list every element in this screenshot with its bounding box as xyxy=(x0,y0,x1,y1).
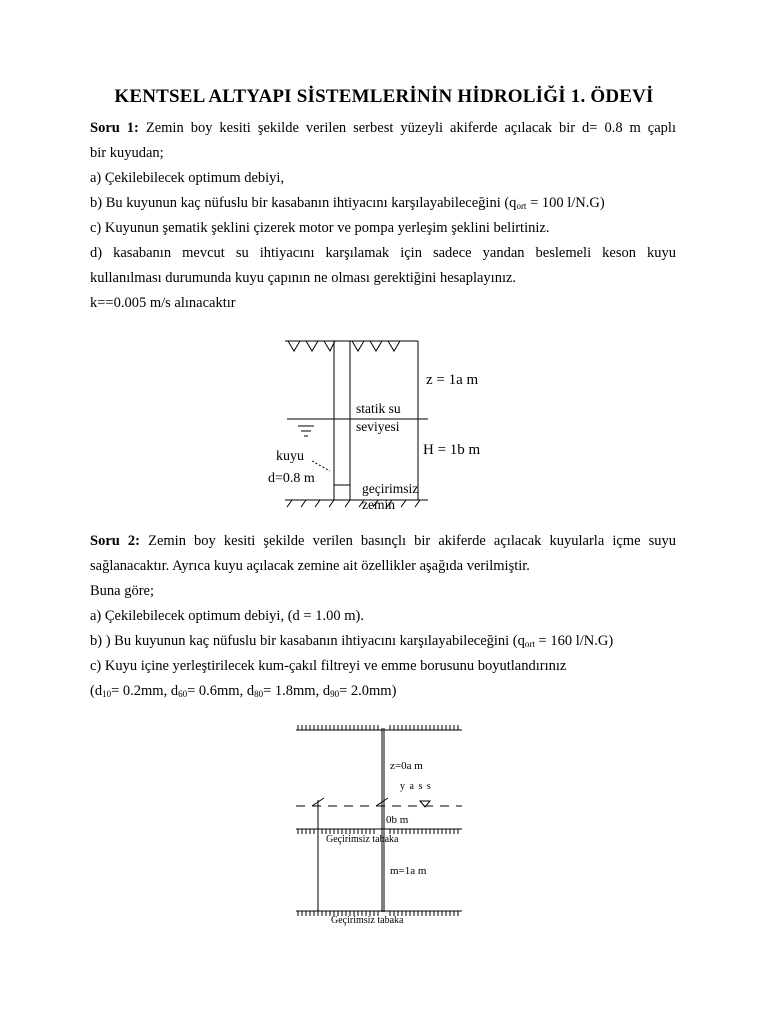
question-2-item-c: c) Kuyu içine yerleştirilecek kum-çakıl filtreyi ve emme borusunu boyutlandırınız xyxy=(90,658,567,674)
fig1-ground-label: zemin xyxy=(362,497,395,512)
question-1-intro-line-1 xyxy=(90,116,676,141)
fig1-diameter-label: d=0.8 m xyxy=(268,471,315,486)
question-2-item-a: a) Çekilebilecek optimum debiyi, (d = 1.00 m). xyxy=(90,608,364,624)
question-1-intro-text: Zemin boy kesiti şekilde verilen serbest yüzeyli akiferde açılacak bir d= 0.8 m çaplı xyxy=(145,120,676,136)
figure-1-unconfined-well xyxy=(0,330,768,530)
question-1-item-b-text: b) Bu kuyunun kaç nüfuslu bir kasabanın ihtiyacını karşılayabileceğini (q xyxy=(90,195,517,211)
q-ort-subscript: ort xyxy=(516,201,527,211)
fig1-well-label: kuyu xyxy=(276,449,304,464)
question-2-item-b xyxy=(90,629,676,654)
fig2-m-label: m=1a m xyxy=(390,865,427,877)
fig2-yass-label: y a s s xyxy=(400,781,432,792)
question-2-intro-line-2: sağlanacaktır. Ayrıca kuyu açılacak zemine ait özellikler aşağıda verilmiştir. xyxy=(90,558,530,574)
fig2-bottom-layer-label: Geçirimsiz tabaka xyxy=(331,915,404,926)
fig2-upper-layer-label: Geçirimsiz tabaka xyxy=(326,834,399,845)
grain-value-4: = 2.0mm) xyxy=(339,683,397,699)
question-1-item-c: c) Kuyunun şematik şeklini çizerek motor ve pompa yerleşim şeklini belirtiniz. xyxy=(90,220,550,236)
fig1-static-level-label-2: seviyesi xyxy=(356,419,400,434)
fig1-static-level-label-1: statik su xyxy=(356,401,401,416)
d90-subscript: 90 xyxy=(330,689,340,699)
fig1-impermeable-label: geçirimsiz xyxy=(362,481,419,496)
question-1-item-d-line-1: d) kasabanın mevcut su ihtiyacını karşılamak için sadece yandan beslemeli keson kuyu xyxy=(90,245,676,261)
question-1 xyxy=(90,116,676,316)
fig2-z-label: z=0a m xyxy=(390,760,423,772)
question-2-buna-gore: Buna göre; xyxy=(90,583,155,599)
d10-subscript: 10 xyxy=(102,689,112,699)
question-1-item-b xyxy=(90,191,676,216)
question-2-grain-sizes xyxy=(90,679,676,704)
question-1-k-value: k==0.005 m/s alınacaktır xyxy=(90,295,236,311)
document-title: KENTSEL ALTYAPI SİSTEMLERİNİN HİDROLİĞİ 1. ÖDEVİ xyxy=(114,86,654,107)
question-1-item-b-value: = 100 l/N.G) xyxy=(526,195,605,211)
d60-subscript: 60 xyxy=(178,689,188,699)
question-2-item-b-value: = 160 l/N.G) xyxy=(534,633,614,649)
grain-open: (d xyxy=(90,683,103,699)
question-1-label: Soru 1: xyxy=(90,120,139,136)
grain-value-2: = 0.6mm, d xyxy=(187,683,255,699)
question-1-item-d-line-2: kullanılması durumunda kuyu çapının ne olması gerektiğini hesaplayınız. xyxy=(90,270,517,286)
fig1-z-label: z = 1a m xyxy=(426,372,479,388)
question-1-item-a: a) Çekilebilecek optimum debiyi, xyxy=(90,170,285,186)
question-2 xyxy=(90,529,676,704)
question-2-intro-text: Zemin boy kesiti şekilde verilen basınçlı bir akiferde açılacak kuyularla içme suyu xyxy=(148,533,677,549)
figure-2-confined-aquifer xyxy=(0,715,768,935)
q-ort-subscript: ort xyxy=(524,639,535,649)
question-2-intro-line-1 xyxy=(90,529,676,554)
grain-value-1: = 0.2mm, d xyxy=(111,683,179,699)
grain-value-3: = 1.8mm, d xyxy=(263,683,331,699)
fig2-b-label: 0b m xyxy=(386,814,409,826)
question-2-label: Soru 2: xyxy=(90,533,140,549)
question-2-item-b-text: b) ) Bu kuyunun kaç nüfuslu bir kasabanın ihtiyacını karşılayabileceğini (q xyxy=(90,633,525,649)
fig1-h-label: H = 1b m xyxy=(423,442,481,458)
question-1-intro-line-2: bir kuyudan; xyxy=(90,145,164,161)
d80-subscript: 80 xyxy=(254,689,264,699)
